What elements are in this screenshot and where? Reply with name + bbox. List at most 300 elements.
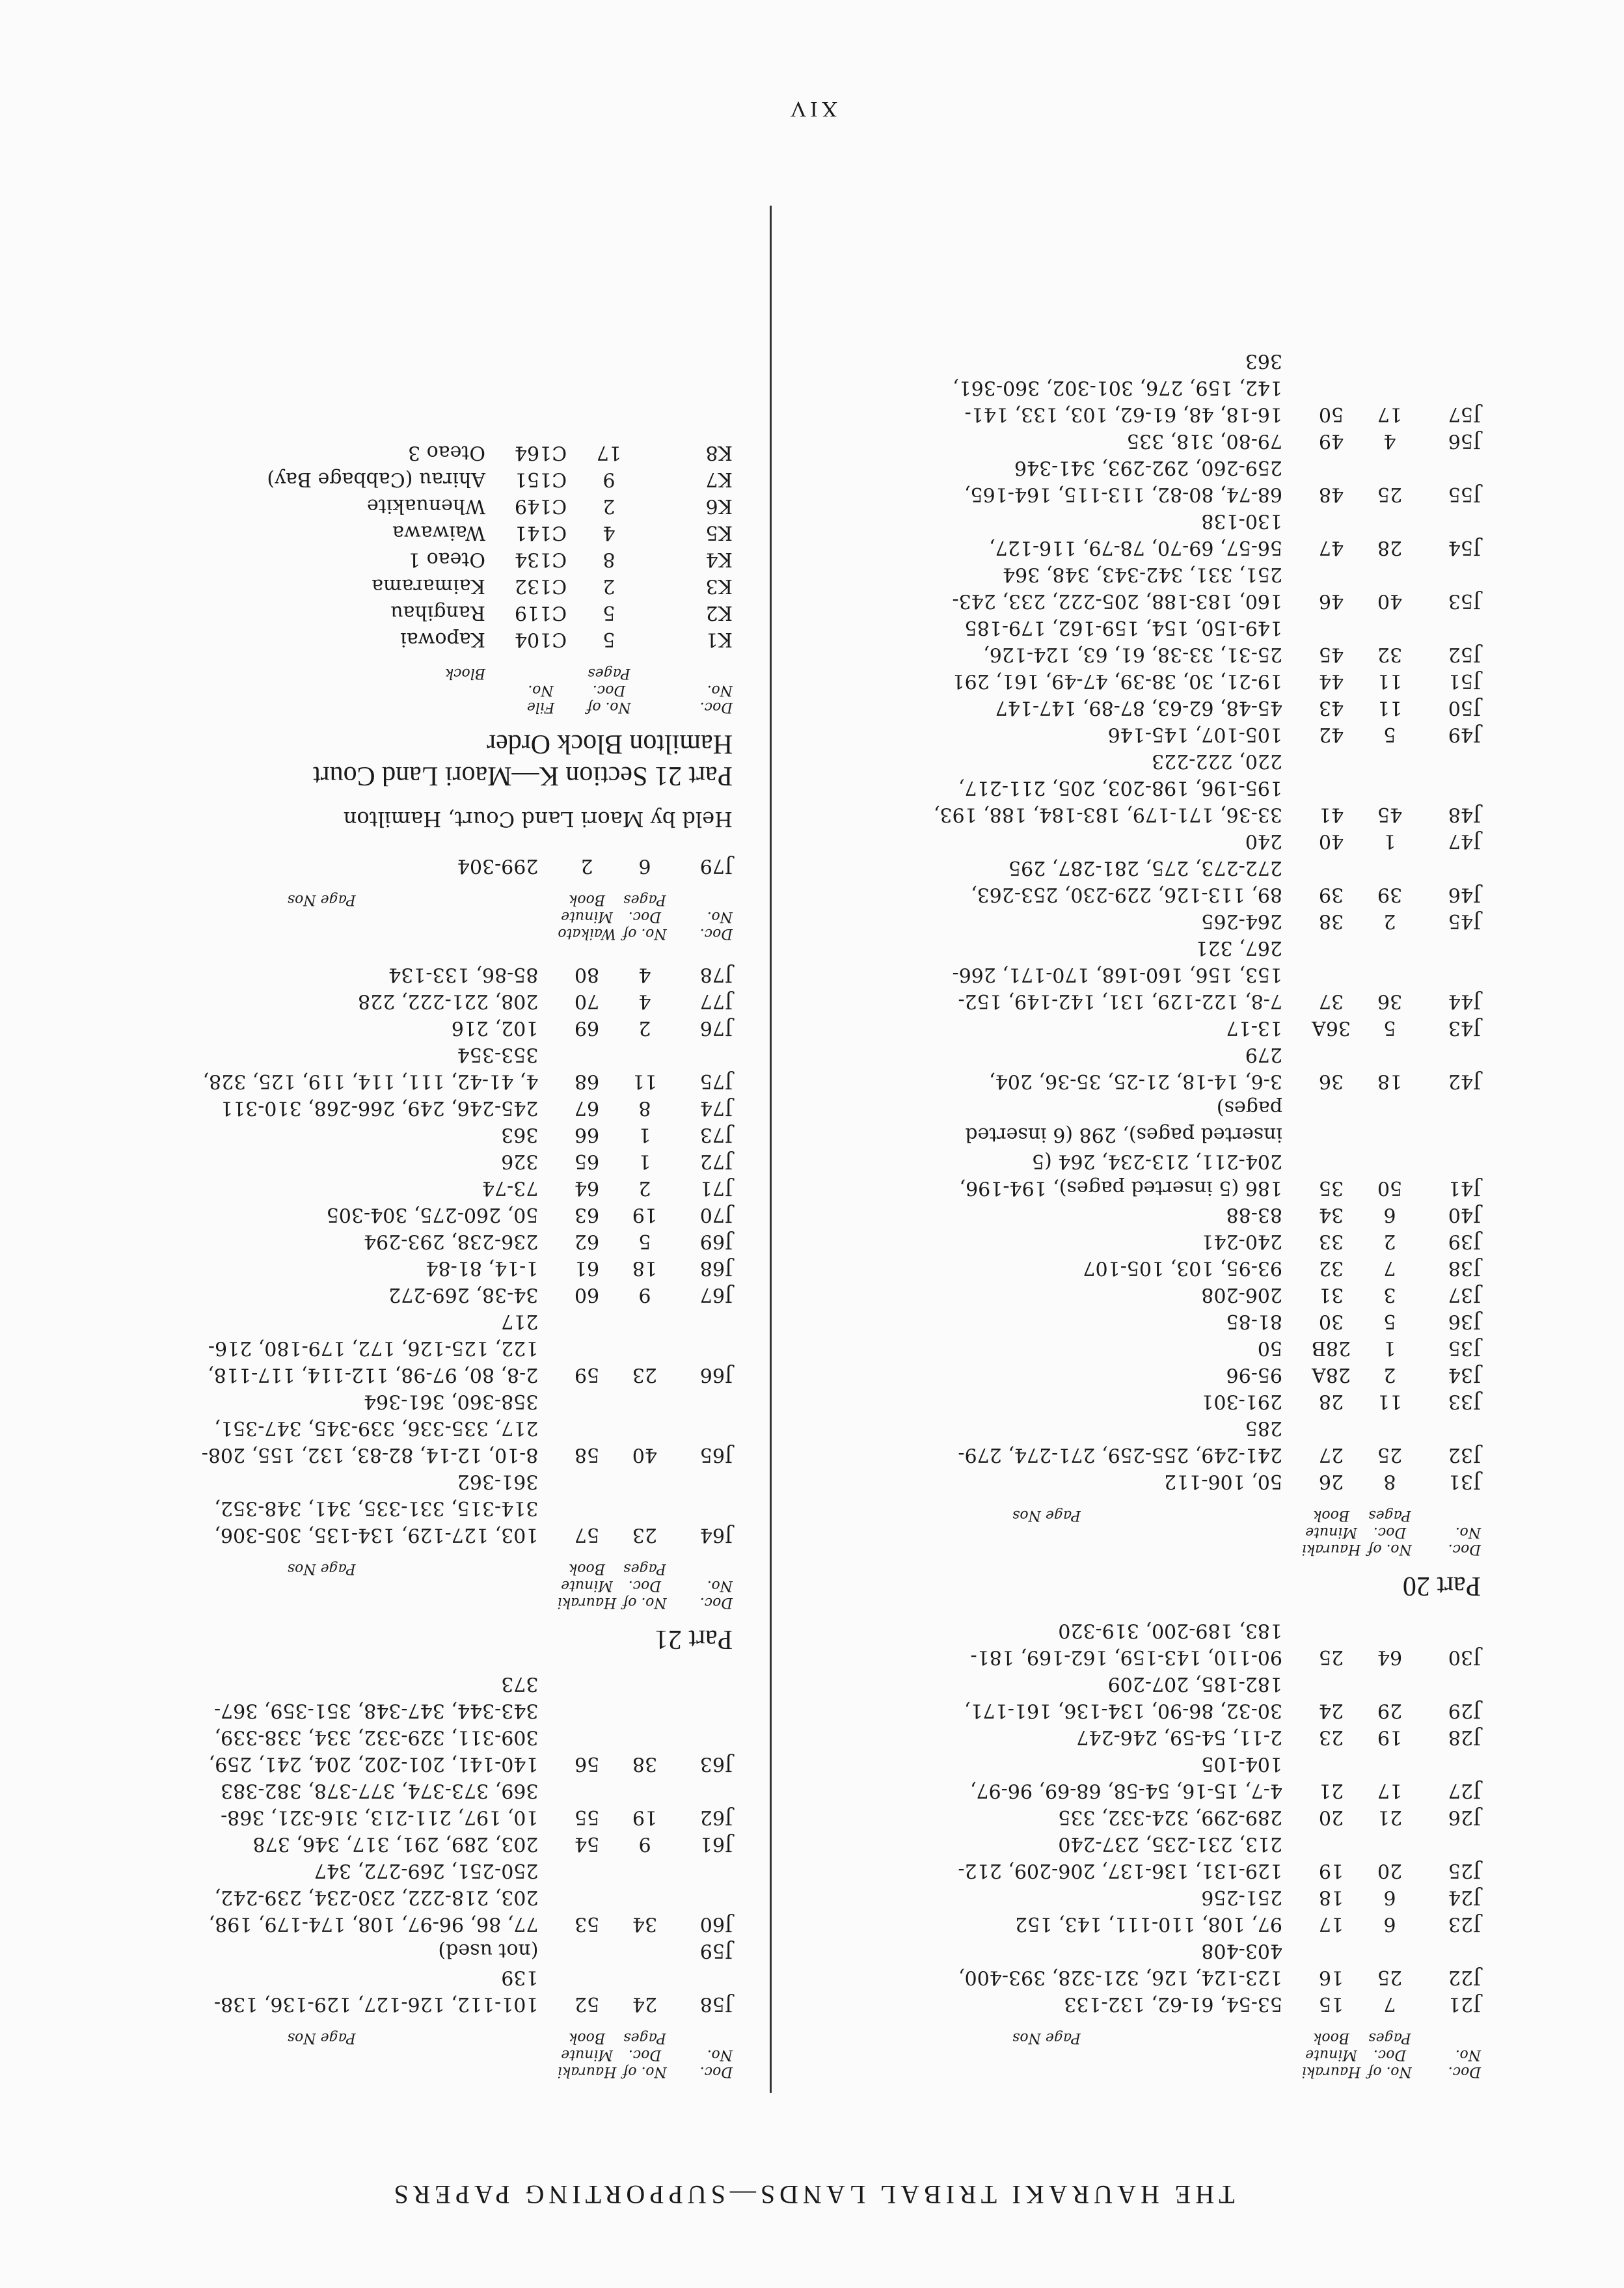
cell-doc-pages: 2 xyxy=(1383,1363,1396,1386)
page-nos-line: 236-238, 293-294 xyxy=(363,1229,539,1253)
table-row xyxy=(794,828,1481,854)
page-nos-line: 83-88 xyxy=(1226,1203,1282,1226)
page-nos-line: 79-80, 318, 335 xyxy=(1126,429,1282,452)
page-nos-line: 129-131, 136-137, 206-209, 212- xyxy=(958,1859,1282,1882)
cell-doc-no: J21 xyxy=(1448,1993,1481,2015)
cell-doc-no: J31 xyxy=(1448,1469,1481,1493)
part-20-title: Part 20 xyxy=(1402,1571,1481,1601)
cell-minute-book: 28A xyxy=(1312,1363,1351,1386)
col-header-pages: No. of Doc. Pages xyxy=(1368,2030,1412,2080)
cell-page-nos xyxy=(794,614,1299,668)
table-row xyxy=(794,1308,1481,1335)
table-header-row xyxy=(794,1495,1481,1557)
col-header-pages: No. of Doc. Pages xyxy=(623,1560,667,1611)
cell-page-nos xyxy=(794,454,1299,508)
table-row xyxy=(794,347,1481,428)
cell-minute-book: 32 xyxy=(1318,1256,1344,1279)
page-nos-line: 2-8, 80, 97-98, 112-114, 117-118, xyxy=(208,1363,539,1386)
col-header-book: Hauraki Minute Book xyxy=(557,1560,617,1611)
cell-doc-pages: 11 xyxy=(1377,1389,1403,1413)
cell-doc-pages: 5 xyxy=(638,1229,651,1253)
table-body xyxy=(88,852,733,879)
page-nos-line: 142, 159, 276, 301-302, 360-361, xyxy=(953,375,1282,399)
page-nos-line: 259-260, 292-293, 341-346 xyxy=(1014,456,1282,479)
page-nos-line: 358-360, 361-364 xyxy=(363,1389,539,1413)
cell-doc-pages: 5 xyxy=(602,628,616,651)
page-nos-line: 103, 127-129, 134-135, 305-306, xyxy=(214,1523,539,1546)
cell-doc-pages: 2 xyxy=(638,1016,651,1039)
hauraki-table-part20 xyxy=(794,347,1481,1557)
table-row xyxy=(794,748,1481,828)
page-nos-line: 213, 231-235, 237-240 xyxy=(1058,1832,1282,1855)
cell-doc-pages: 6 xyxy=(1383,1203,1396,1226)
page-nos-line: 241-249, 255-259, 271-274, 279- xyxy=(958,1443,1282,1466)
cell-doc-pages: 5 xyxy=(1383,1016,1396,1039)
page-nos-line: 50, 260-275, 304-305 xyxy=(326,1203,539,1226)
cell-doc-pages: 39 xyxy=(1377,882,1403,906)
cell-page-nos xyxy=(88,1388,554,1468)
cell-doc-no: J38 xyxy=(1448,1256,1481,1279)
cell-doc-pages: 2 xyxy=(602,495,616,518)
page-nos-line: 90-110, 143-159, 162-169, 181- xyxy=(970,1646,1282,1668)
cell-page-nos xyxy=(794,854,1299,908)
section-k-title: Part 21 Section K—Maori Land Court Hamilton Block Order xyxy=(312,729,733,791)
cell-doc-pages: 18 xyxy=(632,1256,658,1279)
page-nos-line: 272-273, 275, 281-287, 295 xyxy=(1008,856,1282,879)
cell-doc-no: J61 xyxy=(699,1832,733,1855)
cell-page-nos xyxy=(794,1388,1299,1415)
cell-doc-pages: 32 xyxy=(1377,642,1403,666)
cell-page-nos xyxy=(88,1041,554,1095)
page-nos-line: 240-241 xyxy=(1201,1229,1282,1253)
cell-doc-pages: 6 xyxy=(638,854,651,877)
cell-page-nos xyxy=(88,1468,554,1548)
right-column xyxy=(88,439,752,2080)
table-row xyxy=(794,1255,1481,1281)
cell-doc-no: K3 xyxy=(705,575,733,598)
cell-minute-book: 39 xyxy=(1318,882,1344,906)
table-row xyxy=(88,1255,733,1281)
cell-file-no: C104 xyxy=(514,628,567,651)
cell-doc-no: J70 xyxy=(699,1203,733,1226)
cell-minute-book: 44 xyxy=(1318,669,1344,692)
page-nos-line: 139 xyxy=(501,1966,539,1989)
running-header: THE HAURAKI TRIBAL LANDS—SUPPORTING PAPERS xyxy=(389,2180,1235,2209)
col-header-block: Block xyxy=(444,665,485,682)
cell-minute-book: 69 xyxy=(574,1016,600,1039)
table-row xyxy=(794,454,1481,508)
cell-block: Rangihau xyxy=(390,601,485,625)
cell-minute-book: 48 xyxy=(1318,482,1344,506)
page-nos-line: 208, 221-222, 228 xyxy=(358,989,539,1013)
cell-doc-pages: 9 xyxy=(638,1832,651,1855)
cell-page-nos xyxy=(794,1201,1299,1228)
cell-page-nos xyxy=(794,1617,1299,1670)
cell-doc-no: J71 xyxy=(699,1176,733,1199)
cell-minute-book: 50 xyxy=(1318,402,1344,426)
cell-file-no: C151 xyxy=(514,468,567,491)
left-column xyxy=(791,347,1481,2080)
page-nos-line: 104-105 xyxy=(1201,1752,1282,1775)
cell-doc-no: J33 xyxy=(1448,1389,1481,1413)
cell-doc-no: J64 xyxy=(699,1523,733,1546)
page-nos-line: 7-8, 122-129, 131, 142-149, 152- xyxy=(958,989,1282,1013)
cell-minute-book: 28B xyxy=(1311,1336,1351,1359)
page-nos-line: 186 (5 inserted pages), 194-196, xyxy=(959,1176,1282,1199)
cell-page-nos xyxy=(794,934,1299,1015)
cell-doc-pages: 19 xyxy=(632,1203,658,1226)
table-row xyxy=(794,1617,1481,1670)
cell-doc-no: J58 xyxy=(699,1993,733,2015)
cell-minute-book: 59 xyxy=(574,1363,600,1386)
cell-doc-pages: 5 xyxy=(1383,1309,1396,1333)
cell-doc-pages: 23 xyxy=(632,1523,658,1546)
cell-minute-book: 23 xyxy=(1318,1726,1344,1749)
cell-minute-book: 30 xyxy=(1318,1309,1344,1333)
col-header-doc: Doc. No. xyxy=(1448,2047,1481,2080)
page-nos-line: 85-86, 133-134 xyxy=(388,962,539,986)
cell-minute-book: 27 xyxy=(1318,1443,1344,1466)
page-nos-line: 2-11, 54-59, 246-247 xyxy=(1076,1726,1282,1749)
cell-minute-book: 47 xyxy=(1318,536,1344,559)
cell-page-nos xyxy=(794,1335,1299,1361)
page-nos-line: 363 xyxy=(1245,349,1282,372)
cell-minute-book: 17 xyxy=(1318,1913,1344,1935)
cell-file-no: C164 xyxy=(514,441,567,465)
cell-doc-no: J49 xyxy=(1448,722,1481,746)
page-nos-line: 34-38, 269-272 xyxy=(388,1283,539,1306)
cell-minute-book: 18 xyxy=(1318,1886,1344,1909)
cell-doc-no: J69 xyxy=(699,1229,733,1253)
cell-doc-pages: 64 xyxy=(1377,1646,1403,1668)
page-nos-line: 56-57, 69-70, 78-79, 116-127, xyxy=(989,536,1282,559)
cell-doc-pages: 21 xyxy=(1377,1806,1403,1829)
cell-doc-no: J56 xyxy=(1448,429,1481,452)
table-header-row xyxy=(88,2017,733,2080)
cell-doc-pages: 4 xyxy=(602,521,616,545)
cell-doc-pages: 4 xyxy=(1383,429,1396,452)
cell-doc-pages: 2 xyxy=(638,1176,651,1199)
cell-minute-book: 56 xyxy=(575,1752,600,1775)
page-nos-line: 130-138 xyxy=(1201,509,1282,532)
table-row xyxy=(794,934,1481,1015)
page-nos-line: 140-141, 201-202, 204, 241, 259, xyxy=(208,1752,539,1775)
cell-doc-pages: 40 xyxy=(632,1443,658,1466)
page-nos-line: 195-196, 198-203, 205, 211-217, xyxy=(958,776,1282,799)
cell-doc-pages: 19 xyxy=(1377,1726,1403,1749)
cell-block: Kaimarama xyxy=(372,575,485,598)
hamilton-block-table xyxy=(267,439,733,715)
cell-page-nos xyxy=(88,1937,555,1964)
page-nos-line: 403-408 xyxy=(1201,1939,1282,1962)
page-nos-line: 220, 222-223 xyxy=(1152,749,1282,772)
page-nos-line: 285 xyxy=(1245,1416,1282,1439)
page-nos-line: 206-208 xyxy=(1201,1283,1282,1306)
cell-page-nos xyxy=(794,1724,1299,1750)
cell-minute-book: 36A xyxy=(1312,1016,1351,1039)
cell-minute-book: 58 xyxy=(574,1443,600,1466)
cell-doc-pages: 25 xyxy=(1377,1966,1403,1989)
table-header-row xyxy=(794,2017,1481,2080)
page-nos-line: 1-14, 81-84 xyxy=(426,1256,539,1279)
cell-doc-pages: 9 xyxy=(638,1283,651,1306)
table-body xyxy=(267,439,733,653)
cell-file-no: C119 xyxy=(514,601,567,625)
cell-doc-pages: 17 xyxy=(1377,402,1403,426)
table-row xyxy=(794,428,1481,454)
col-header-doc: Doc. No. xyxy=(699,682,733,716)
page-nos-line: 93-95, 103, 105-107 xyxy=(1083,1256,1282,1279)
cell-minute-book: 26 xyxy=(1318,1469,1344,1493)
col-header-file: File No. xyxy=(526,682,555,716)
cell-page-nos xyxy=(88,1281,554,1308)
cell-page-nos xyxy=(794,908,1299,934)
cell-page-nos xyxy=(794,1308,1299,1335)
cell-page-nos xyxy=(794,694,1299,721)
cell-doc-no: J63 xyxy=(699,1752,733,1775)
table-body xyxy=(88,1670,733,2017)
cell-doc-no: J30 xyxy=(1448,1646,1481,1668)
page-nos-line: 353-354 xyxy=(457,1042,539,1066)
cell-doc-pages: 50 xyxy=(1377,1176,1403,1199)
cell-doc-no: J76 xyxy=(699,1016,733,1039)
cell-page-nos xyxy=(88,1255,554,1281)
page-nos-line: 89, 113-126, 229-230, 253-263, xyxy=(971,882,1282,906)
table-row xyxy=(267,493,733,519)
table-row xyxy=(794,1750,1481,1804)
page-nos-line: 279 xyxy=(1245,1042,1282,1066)
page-nos-line: 153, 156, 160-168, 170-171, 266- xyxy=(952,962,1282,986)
table-header-row xyxy=(88,1548,733,1611)
cell-page-nos xyxy=(794,1255,1299,1281)
table-row xyxy=(88,1857,733,1937)
cell-doc-no: J45 xyxy=(1448,909,1481,933)
cell-page-nos xyxy=(794,721,1299,748)
col-header-page-nos: Page Nos xyxy=(287,2030,356,2046)
cell-doc-pages: 29 xyxy=(1377,1699,1403,1722)
cell-block: Kapowai xyxy=(400,628,485,651)
page-nos-line: 326 xyxy=(501,1149,539,1173)
table-row xyxy=(88,1121,733,1148)
cell-doc-pages: 7 xyxy=(1383,1993,1396,2015)
table-row xyxy=(794,1831,1481,1884)
cell-doc-no: J68 xyxy=(699,1256,733,1279)
cell-doc-pages: 45 xyxy=(1377,802,1403,826)
cell-minute-book: 37 xyxy=(1318,989,1344,1013)
hauraki-table-top-right xyxy=(88,1670,733,2080)
cell-doc-pages: 1 xyxy=(638,1149,651,1173)
cell-minute-book: 49 xyxy=(1318,429,1344,452)
table-row xyxy=(794,1015,1481,1041)
table-row xyxy=(88,1937,733,1964)
page-nos-line: 245-246, 249, 266-268, 310-311 xyxy=(220,1096,539,1119)
cell-doc-no: J37 xyxy=(1448,1283,1481,1306)
cell-page-nos xyxy=(794,1991,1299,2017)
page-nos-line: 3-6, 14-18, 21-25, 35-36, 204, xyxy=(989,1069,1282,1093)
cell-doc-no: J54 xyxy=(1448,536,1481,559)
page-number: XIV xyxy=(786,97,838,121)
cell-doc-no: J75 xyxy=(699,1069,733,1093)
table-row xyxy=(794,1468,1481,1495)
table-row xyxy=(794,1804,1481,1831)
cell-page-nos xyxy=(794,561,1299,614)
page-nos-line: 217 xyxy=(501,1309,539,1333)
col-header-doc: Doc. No. xyxy=(699,908,733,942)
cell-doc-no: J39 xyxy=(1448,1229,1481,1253)
cell-doc-no: J48 xyxy=(1448,802,1481,826)
page-nos-line: 13-17 xyxy=(1226,1016,1282,1039)
page-nos-line: 50, 106-112 xyxy=(1164,1469,1282,1493)
cell-page-nos xyxy=(88,1670,555,1777)
cell-page-nos xyxy=(794,1937,1299,1991)
page-nos-line: 123-124, 126, 321-328, 393-400, xyxy=(958,1966,1282,1989)
cell-doc-no: K4 xyxy=(705,548,733,571)
cell-doc-pages: 3 xyxy=(1383,1283,1396,1306)
cell-doc-pages: 2 xyxy=(602,575,616,598)
page-nos-line: 68-74, 80-82, 113-115, 164-165, xyxy=(964,482,1282,506)
cell-doc-no: J74 xyxy=(699,1096,733,1119)
cell-doc-no: J77 xyxy=(699,989,733,1013)
page-nos-line: pages) xyxy=(1216,1096,1282,1119)
cell-page-nos xyxy=(794,1831,1299,1884)
page-nos-line: 251, 331, 342-343, 348, 364 xyxy=(1003,562,1282,586)
cell-page-nos xyxy=(794,1750,1299,1804)
col-header-page-nos: Page Nos xyxy=(1012,1506,1081,1523)
page-nos-line: 203, 218-222, 230-234, 239-242, xyxy=(214,1886,539,1909)
cell-doc-no: J26 xyxy=(1448,1806,1481,1829)
page-nos-line: 289-299, 324-332, 335 xyxy=(1058,1806,1282,1829)
cell-page-nos xyxy=(794,1361,1299,1388)
cell-minute-book: 33 xyxy=(1318,1229,1344,1253)
table-row xyxy=(794,721,1481,748)
cell-doc-pages xyxy=(619,1937,671,1964)
cell-doc-no: J79 xyxy=(699,854,733,877)
cell-doc-no: J40 xyxy=(1448,1203,1481,1226)
cell-doc-pages: 23 xyxy=(632,1363,658,1386)
table-row xyxy=(794,1937,1481,1991)
table-row xyxy=(267,546,733,573)
cell-block: Whenuakite xyxy=(366,495,485,518)
col-header-page-nos: Page Nos xyxy=(287,1560,356,1577)
page-nos-line: 182-185, 207-209 xyxy=(1107,1672,1282,1695)
table-row xyxy=(794,1991,1481,2017)
col-header-doc: Doc. No. xyxy=(1448,1523,1481,1557)
cell-minute-book: 40 xyxy=(1318,829,1344,852)
table-row xyxy=(267,626,733,653)
cell-doc-pages: 1 xyxy=(638,1123,651,1146)
cell-file-no: C149 xyxy=(514,495,567,518)
table-row xyxy=(794,614,1481,668)
cell-page-nos xyxy=(88,1175,554,1201)
cell-doc-no: J41 xyxy=(1448,1176,1481,1199)
cell-minute-book: 60 xyxy=(574,1283,600,1306)
table-row xyxy=(88,1041,733,1095)
col-header-doc: Doc. No. xyxy=(699,2047,733,2080)
cell-page-nos xyxy=(88,852,554,879)
col-header-book: Waikato Minute Book xyxy=(558,891,616,942)
cell-doc-no: J28 xyxy=(1448,1726,1481,1749)
table-row xyxy=(88,1777,733,1831)
page-nos-line: 4-7, 15-16, 54-58, 68-69, 96-97, xyxy=(969,1779,1282,1802)
table-row xyxy=(794,561,1481,614)
held-by-note: Held by Maori Land Court, Hamilton xyxy=(343,806,733,832)
cell-page-nos xyxy=(88,988,554,1015)
cell-doc-no: K6 xyxy=(705,495,733,518)
cell-doc-pages: 18 xyxy=(1377,1069,1403,1093)
cell-doc-no: J22 xyxy=(1448,1966,1481,1989)
cell-doc-pages: 2 xyxy=(1383,1229,1396,1253)
cell-minute-book: 43 xyxy=(1318,696,1344,719)
cell-file-no: C132 xyxy=(514,575,567,598)
cell-page-nos xyxy=(794,347,1299,428)
cell-doc-pages: 6 xyxy=(1383,1913,1396,1935)
cell-doc-pages: 11 xyxy=(632,1069,658,1093)
table-row xyxy=(267,599,733,626)
cell-page-nos xyxy=(794,1911,1299,1937)
col-header-pages: No. of Doc. Pages xyxy=(623,2030,667,2080)
cell-doc-no: J72 xyxy=(699,1149,733,1173)
cell-doc-no: J42 xyxy=(1448,1069,1481,1093)
page-nos-line: 30-32, 86-90, 134-136, 161-171, xyxy=(964,1699,1282,1722)
cell-doc-pages: 8 xyxy=(602,548,616,571)
page-nos-line: 105-107, 145-146 xyxy=(1107,722,1282,746)
cell-doc-no: K2 xyxy=(705,601,733,625)
table-row xyxy=(88,1670,733,1777)
col-header-doc: Doc. No. xyxy=(699,1577,733,1611)
cell-doc-no: J44 xyxy=(1448,989,1481,1013)
column-divider xyxy=(770,206,772,2093)
table-row xyxy=(88,1095,733,1121)
cell-minute-book: 67 xyxy=(574,1096,600,1119)
table-row xyxy=(794,1415,1481,1468)
table-body xyxy=(88,961,733,1548)
cell-doc-no: K7 xyxy=(705,468,733,491)
cell-minute-book: 62 xyxy=(574,1229,600,1253)
table-row xyxy=(794,1884,1481,1911)
table-row xyxy=(88,988,733,1015)
hauraki-table-top xyxy=(794,1617,1481,2080)
col-header-book: Hauraki Minute Book xyxy=(1301,2030,1361,2080)
page-nos-line: 45-48, 62-63, 87-89, 147-147 xyxy=(995,696,1282,719)
cell-page-nos xyxy=(88,1831,555,1857)
cell-page-nos xyxy=(794,1228,1299,1255)
cell-minute-book: 80 xyxy=(574,962,600,986)
cell-minute-book: 54 xyxy=(575,1832,600,1855)
cell-minute-book: 2 xyxy=(580,854,593,877)
table-row xyxy=(794,1911,1481,1937)
page-nos-line: 101-112, 126-127, 129-136, 138- xyxy=(213,1993,539,2015)
cell-minute-book: 35 xyxy=(1318,1176,1344,1199)
cell-doc-pages: 25 xyxy=(1377,482,1403,506)
table-row xyxy=(794,1335,1481,1361)
cell-page-nos xyxy=(794,1670,1299,1724)
cell-page-nos xyxy=(88,1228,554,1255)
cell-minute-book: 55 xyxy=(575,1806,600,1829)
cell-page-nos xyxy=(88,961,554,988)
cell-doc-no: J36 xyxy=(1448,1309,1481,1333)
cell-minute-book: 38 xyxy=(1318,909,1344,933)
cell-page-nos xyxy=(794,748,1299,828)
cell-minute-book: 53 xyxy=(575,1913,600,1935)
page-nos-line: 291-301 xyxy=(1201,1389,1282,1413)
cell-minute-book: 46 xyxy=(1318,589,1344,612)
cell-doc-pages: 11 xyxy=(1377,696,1403,719)
cell-doc-pages: 1 xyxy=(1383,1336,1396,1359)
cell-doc-pages: 28 xyxy=(1377,536,1403,559)
page-nos-line: 267, 321 xyxy=(1195,936,1282,959)
page-nos-line: 4, 41-42, 111, 114, 119, 125, 328, xyxy=(202,1069,539,1093)
page-nos-line: 363 xyxy=(501,1123,539,1146)
